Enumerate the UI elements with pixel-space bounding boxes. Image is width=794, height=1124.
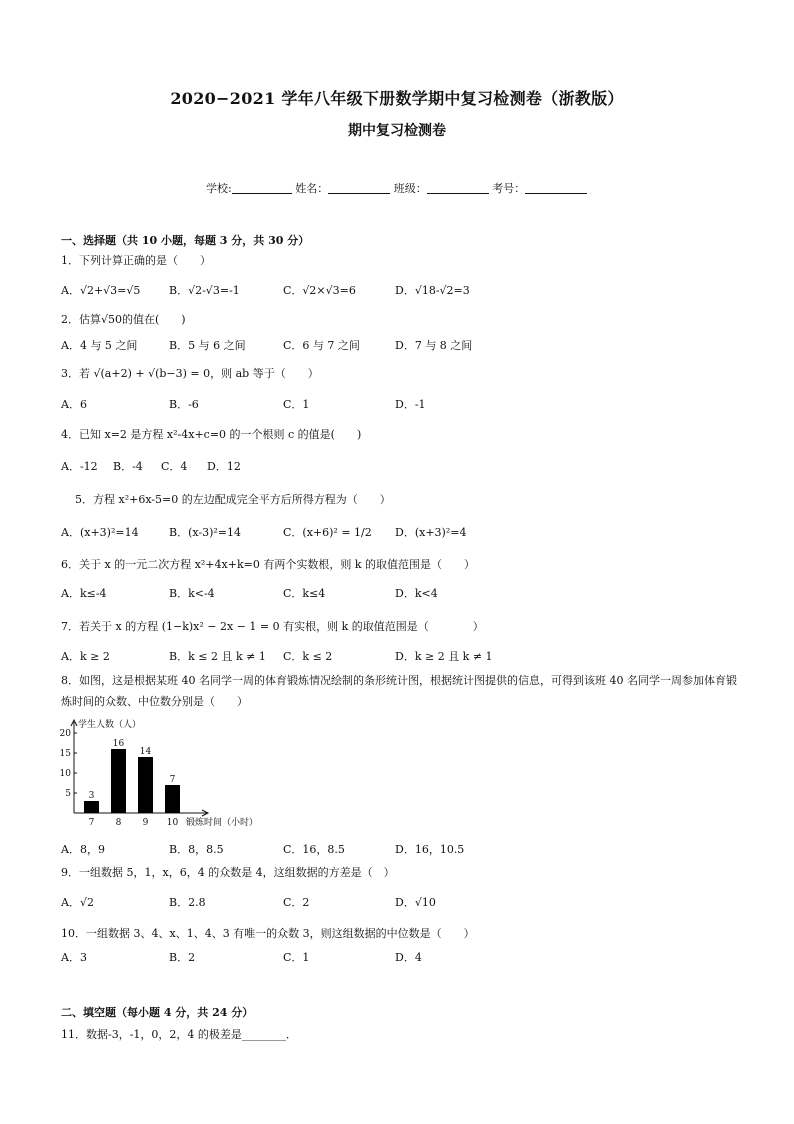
question-4-stem: 4．已知 x=2 是方程 x²-4x+c=0 的一个根则 c 的值是( ) [61, 428, 362, 441]
bar-value-label: 7 [169, 775, 176, 785]
option-c[interactable]: C．1 [283, 951, 310, 964]
option-d[interactable]: D．k ≥ 2 且 k ≠ 1 [395, 650, 493, 663]
bar-value-label: 16 [112, 739, 125, 749]
number-label: 考号： [492, 182, 526, 195]
chart-bars [84, 749, 180, 813]
option-c[interactable]: C．(x+6)² = 1/2 [283, 526, 372, 539]
question-7-options [61, 648, 741, 662]
section-1-heading: 一、选择题（共 10 小题，每题 3 分，共 30 分） [61, 234, 310, 247]
x-tick-label: 9 [142, 818, 149, 828]
option-b[interactable]: B．k<-4 [169, 587, 215, 600]
question-9-options [61, 894, 741, 908]
y-tick-label: 5 [65, 789, 71, 799]
class-label: 班级： [393, 182, 427, 195]
option-a[interactable]: A．8，9 [61, 843, 105, 856]
option-b[interactable]: B．k ≤ 2 且 k ≠ 1 [169, 650, 266, 663]
bar-value-label: 14 [139, 747, 152, 757]
option-a[interactable]: A．√2 [61, 896, 94, 909]
option-a[interactable]: A．3 [61, 951, 87, 964]
question-3-stem: 3．若 √(a+2) + √(b−3) = 0，则 ab 等于（ ） [61, 367, 319, 380]
option-b[interactable]: B．2 [169, 951, 196, 964]
x-tick-label: 7 [88, 818, 95, 828]
question-5-stem: 5．方程 x²+6x-5=0 的左边配成完全平方后所得方程为（ ） [75, 493, 391, 506]
option-c[interactable]: C．k≤4 [283, 587, 326, 600]
option-b[interactable]: B．2.8 [169, 896, 206, 909]
option-d[interactable]: D．√18-√2=3 [395, 284, 470, 297]
question-2-options [61, 337, 741, 351]
page-title: 2020−2021 学年八年级下册数学期中复习检测卷（浙教版） [170, 89, 624, 108]
school-blank[interactable] [232, 182, 292, 194]
option-b[interactable]: B．-6 [169, 398, 199, 411]
exercise-time-bar-chart [59, 718, 259, 832]
question-8-options [61, 841, 741, 855]
option-d[interactable]: D．k<4 [395, 587, 438, 600]
bar [111, 749, 126, 813]
y-tick-label: 15 [59, 749, 71, 759]
option-b[interactable]: B．-4 [113, 460, 143, 473]
option-a[interactable]: A．k≤-4 [61, 587, 107, 600]
option-d[interactable]: D．16，10.5 [395, 843, 465, 856]
option-a[interactable]: A．-12 [61, 460, 98, 473]
name-blank[interactable] [328, 182, 390, 194]
question-4-options [61, 458, 741, 472]
bar [138, 757, 153, 813]
question-1-stem: 1．下列计算正确的是（ ） [61, 254, 211, 267]
option-c[interactable]: C．k ≤ 2 [283, 650, 333, 663]
question-6-options [61, 585, 741, 599]
option-a[interactable]: A．k ≥ 2 [61, 650, 110, 663]
question-10-stem: 10．一组数据 3、4、x、1、4、3 有唯一的众数 3，则这组数据的中位数是（ ） [61, 927, 475, 940]
option-a[interactable]: A．4 与 5 之间 [61, 339, 138, 352]
option-d[interactable]: D．-1 [395, 398, 426, 411]
option-c[interactable]: C．16，8.5 [283, 843, 345, 856]
option-d[interactable]: D．12 [207, 460, 241, 473]
question-7-stem: 7．若关于 x 的方程 (1−k)x² − 2x − 1 = 0 有实根，则 k 的取值范围是（ ） [61, 620, 484, 633]
bar [84, 801, 99, 813]
option-c[interactable]: C．2 [283, 896, 310, 909]
school-label: 学校: [206, 182, 232, 195]
option-b[interactable]: B．5 与 6 之间 [169, 339, 246, 352]
option-a[interactable]: A．6 [61, 398, 87, 411]
y-tick-label: 20 [59, 729, 71, 739]
x-tick-label: 8 [115, 818, 122, 828]
name-label: 姓名： [295, 182, 329, 195]
option-d[interactable]: D．4 [395, 951, 422, 964]
option-b[interactable]: B．√2-√3=-1 [169, 284, 240, 297]
y-tick-label: 10 [59, 769, 71, 779]
y-axis-label: 学生人数（人） [78, 720, 142, 730]
option-c[interactable]: C．6 与 7 之间 [283, 339, 360, 352]
question-9-stem: 9．一组数据 5，1，x，6，4 的众数是 4，这组数据的方差是（ ） [61, 866, 395, 879]
section-2-heading: 二、填空题（每小题 4 分，共 24 分） [61, 1006, 254, 1019]
x-axis-label: 锻炼时间（小时） [186, 818, 259, 828]
option-b[interactable]: B．(x-3)²=14 [169, 526, 242, 539]
student-info-line [206, 180, 587, 196]
number-blank[interactable] [525, 182, 587, 194]
question-8-stem: 8．如图，这是根据某班 40 名同学一周的体育锻炼情况绘制的条形统计图，根据统计图提供的信息，可得到该班 40 名同学一周参加体育锻炼时间的众数、中位数分别是（ ） [61, 674, 737, 708]
class-blank[interactable] [427, 182, 489, 194]
question-5-options [61, 524, 741, 538]
option-c[interactable]: C．1 [283, 398, 310, 411]
question-11-stem: 11．数据-3，-1，0，2，4 的极差是________． [61, 1028, 297, 1041]
page-subtitle: 期中复习检测卷 [348, 123, 446, 139]
question-10-options [61, 949, 741, 963]
option-d[interactable]: D．7 与 8 之间 [395, 339, 473, 352]
question-1-options [61, 282, 741, 296]
option-b[interactable]: B．8，8.5 [169, 843, 224, 856]
option-c[interactable]: C．4 [161, 460, 188, 473]
option-d[interactable]: D．(x+3)²=4 [395, 526, 467, 539]
question-2-stem: 2．估算√50的值在( ) [61, 313, 186, 326]
bar [165, 785, 180, 813]
bar-value-label: 3 [88, 791, 95, 801]
option-c[interactable]: C．√2×√3=6 [283, 284, 356, 297]
option-d[interactable]: D．√10 [395, 896, 436, 909]
option-a[interactable]: A．(x+3)²=14 [61, 526, 139, 539]
question-3-options [61, 396, 741, 410]
question-6-stem: 6．关于 x 的一元二次方程 x²+4x+k=0 有两个实数根，则 k 的取值范围是（ ） [61, 558, 475, 571]
x-tick-label: 10 [166, 818, 179, 828]
option-a[interactable]: A．√2+√3=√5 [61, 284, 141, 297]
